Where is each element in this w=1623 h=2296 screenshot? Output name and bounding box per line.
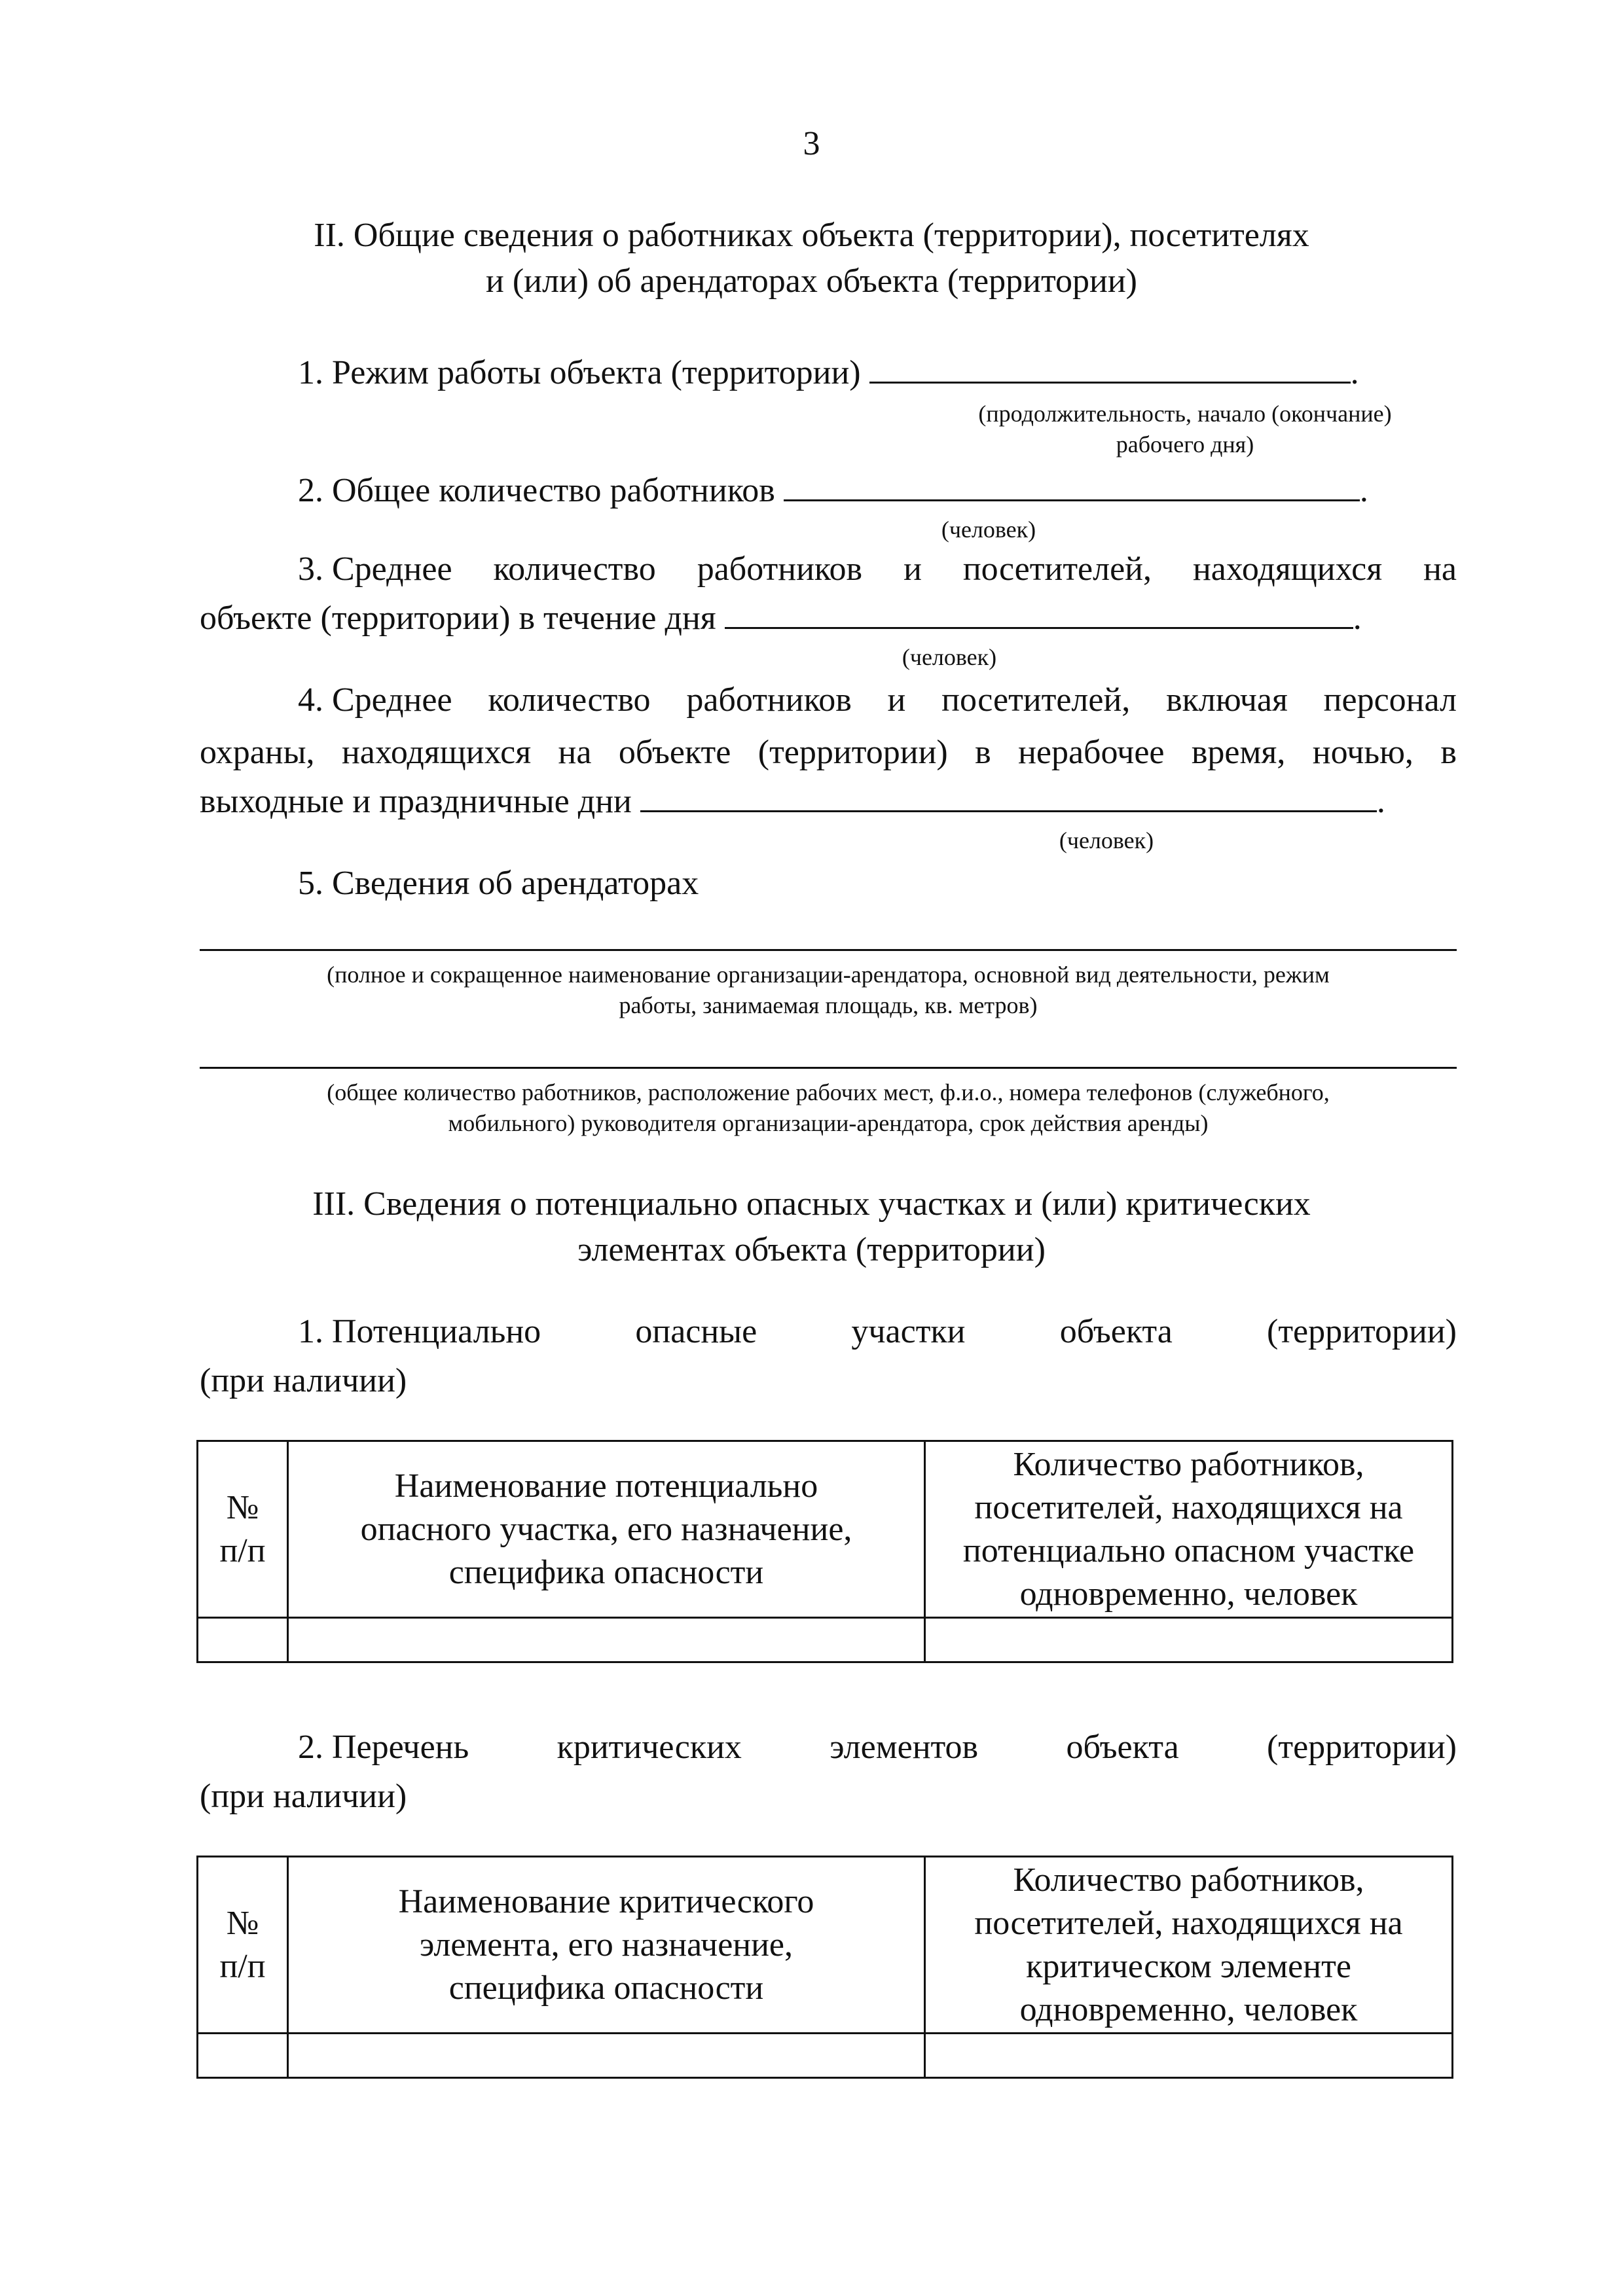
word: 1. Потенциально	[298, 1313, 541, 1350]
word: время,	[1191, 734, 1286, 771]
header-text: посетителей, находящихся на	[974, 1488, 1403, 1526]
table-cell[interactable]	[198, 2034, 288, 2078]
word: (территории)	[1267, 1729, 1457, 1766]
word: (территории)	[1267, 1313, 1457, 1350]
header-text: п/п	[219, 1532, 266, 1570]
item-4-hint: (человек)	[1059, 827, 1154, 853]
critical-elements-table	[196, 1856, 1453, 2079]
item-2-hint: (человек)	[941, 516, 1036, 543]
tenants-name-blank-field[interactable]	[200, 949, 1457, 951]
item-3-line-1	[298, 547, 1457, 592]
header-number-cell	[198, 1857, 288, 2034]
header-text: Наименование критического	[398, 1882, 814, 1920]
header-text: критическом элементе	[1026, 1947, 1351, 1985]
table-cell[interactable]	[288, 1618, 925, 1662]
page-number: 3	[803, 125, 820, 162]
table-cell[interactable]	[288, 2034, 925, 2078]
section-3-item-2-line-2: (при наличии)	[200, 1778, 407, 1815]
period: .	[1376, 783, 1385, 820]
period: .	[1353, 600, 1362, 637]
item-4-line-2	[200, 730, 1457, 776]
section-2-title-line-1: II. Общие сведения о работниках объекта (территории), посетителях	[314, 217, 1309, 254]
header-name-cell	[288, 1857, 925, 2034]
section-3-title-line-1: III. Сведения о потенциально опасных участках и (или) критических	[312, 1185, 1311, 1223]
item-5-hint-2-line-1: (общее количество работников, расположение рабочих мест, ф.и.о., номера телефонов (служебного,	[327, 1079, 1330, 1105]
word: работников	[686, 681, 852, 719]
tenants-staff-blank-field[interactable]	[200, 1067, 1457, 1069]
word: (территории)	[757, 734, 948, 771]
item-4-line-1	[298, 677, 1457, 723]
table-row	[198, 2034, 1453, 2078]
word: элементов	[830, 1729, 979, 1766]
word: объекта	[1059, 1313, 1173, 1350]
word: персонал	[1323, 681, 1457, 719]
word: нерабочее	[1018, 734, 1165, 771]
header-text: опасного участка, его назначение,	[360, 1510, 852, 1548]
word: количество	[488, 681, 651, 719]
header-text: посетителей, находящихся на	[974, 1904, 1403, 1942]
header-text: одновременно, человек	[1019, 1575, 1358, 1613]
word: включая	[1166, 681, 1288, 719]
section-3-item-2-line-1	[298, 1725, 1457, 1770]
item-1-hint-line-1: (продолжительность, начало (окончание)	[978, 401, 1392, 427]
item-4-line-3	[200, 779, 1385, 825]
item-1-hint-line-2: рабочего дня)	[1116, 431, 1254, 457]
header-text: потенциально опасном участке	[962, 1532, 1415, 1570]
word: количество	[493, 550, 656, 588]
word: ночью,	[1312, 734, 1413, 771]
header-text: специфика опасности	[448, 1553, 764, 1591]
header-number-cell	[198, 1441, 288, 1618]
item-5-tenants: 5. Сведения об арендаторах	[298, 865, 699, 902]
table-cell[interactable]	[925, 1618, 1453, 1662]
word: и	[887, 681, 906, 719]
table-row	[198, 1618, 1453, 1662]
header-count-cell	[925, 1857, 1453, 2034]
table-cell[interactable]	[925, 2034, 1453, 2078]
word: посетителей,	[941, 681, 1131, 719]
header-text: п/п	[219, 1947, 266, 1985]
word: и	[903, 550, 922, 588]
item-2-label: 2. Общее количество работников	[298, 472, 775, 509]
item-4-label: выходные и праздничные дни	[200, 783, 632, 820]
word: в	[975, 734, 991, 771]
word: 2. Перечень	[298, 1729, 469, 1766]
employees-total-blank-field[interactable]	[784, 469, 1360, 501]
section-2-title-line-2: и (или) об арендаторах объекта (территории)	[486, 262, 1137, 300]
word: на	[558, 734, 592, 771]
word: объекте	[618, 734, 731, 771]
header-text: №	[226, 1904, 259, 1942]
header-name-cell	[288, 1441, 925, 1618]
word: находящихся	[341, 734, 532, 771]
item-5-hint-1-line-1: (полное и сокращенное наименование организации-арендатора, основной вид деятельности, режим	[327, 961, 1330, 988]
table-cell[interactable]	[198, 1618, 288, 1662]
word: объекта	[1066, 1729, 1179, 1766]
item-3-line-2	[200, 596, 1362, 641]
item-1-label: 1. Режим работы объекта (территории)	[298, 354, 861, 391]
word: 4. Среднее	[298, 681, 452, 719]
word: участки	[851, 1313, 966, 1350]
item-5-hint-2-line-2: мобильного) руководителя организации-арендатора, срок действия аренды)	[448, 1110, 1209, 1136]
item-1-work-mode	[298, 350, 1359, 396]
word: 3. Среднее	[298, 550, 452, 588]
header-text: №	[226, 1488, 259, 1526]
period: .	[1350, 354, 1359, 391]
word: опасные	[635, 1313, 757, 1350]
header-text: Количество работников,	[1013, 1861, 1364, 1899]
word: на	[1423, 550, 1457, 588]
header-text: Количество работников,	[1013, 1445, 1364, 1483]
word: находящихся	[1192, 550, 1383, 588]
word: в	[1440, 734, 1457, 771]
header-count-cell	[925, 1441, 1453, 1618]
item-3-label: объекте (территории) в течение дня	[200, 600, 716, 637]
table-header-row	[198, 1857, 1453, 2034]
header-text: элемента, его назначение,	[419, 1926, 793, 1964]
item-3-hint: (человек)	[902, 644, 997, 670]
word: критических	[556, 1729, 742, 1766]
header-text: Наименование потенциально	[394, 1467, 818, 1505]
average-daily-blank-field[interactable]	[725, 597, 1353, 629]
item-2-employees-total	[298, 468, 1368, 514]
item-5-hint-1-line-2: работы, занимаемая площадь, кв. метров)	[619, 992, 1038, 1018]
hazardous-areas-table	[196, 1440, 1453, 1663]
word: работников	[697, 550, 863, 588]
header-text: специфика опасности	[448, 1969, 764, 2007]
section-3-item-1-line-2: (при наличии)	[200, 1362, 407, 1399]
header-text: одновременно, человек	[1019, 1990, 1358, 2028]
word: посетителей,	[962, 550, 1152, 588]
period: .	[1359, 472, 1368, 509]
section-3-item-1-line-1	[298, 1309, 1457, 1355]
section-3-title-line-2: элементах объекта (территории)	[577, 1231, 1046, 1268]
word: охраны,	[200, 734, 315, 771]
non-working-hours-blank-field[interactable]	[640, 780, 1377, 812]
table-header-row	[198, 1441, 1453, 1618]
work-mode-blank-field[interactable]	[869, 351, 1351, 384]
